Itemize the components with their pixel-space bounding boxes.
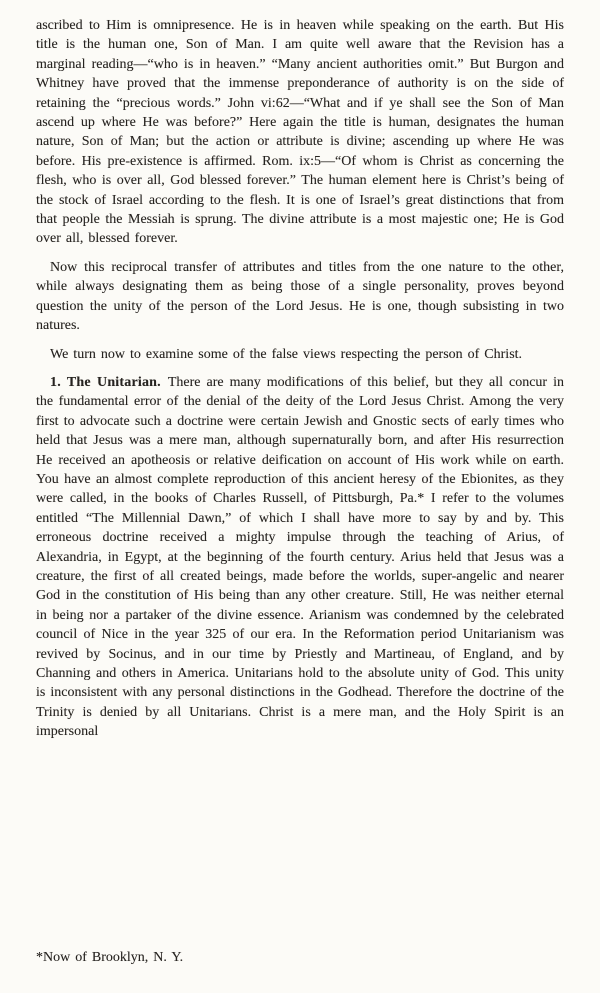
paragraph-text: There are many modifications of this belief, but they all concur in the fundamental error of the denial of the deity of the Lord Jesus Christ. Among the very first to advocate such a doctrine were certain Jewish and Gnostic sects of early times who held that Jesus was a mere man, although supernaturally born, and after His resurrection He received an apotheosis or relative deification on account of His work while on earth. You have an almost complete reproduction of this ancient heresy of the Ebionites, as they were called, in the books of Charles Russell, of Pittsburgh, Pa.* I refer to the volumes entitled “The Millennial Dawn,” of which I shall have more to say by and by. This erroneous doctrine received a mighty impulse through the teaching of Arius, of Alexandria, in Egypt, at the beginning of the fourth century. Arius held that Jesus was a creature, the first of all created beings, made before the worlds, super-angelic and nearer God in the constitution of His being than any other creature. Still, He was neither eternal in being nor a partaker of the divine essence. Arianism was condemned by the celebrated council of Nice in the year 325 of our era. In the Reformation period Unitarianism was revived by Socinus, and in our time by Priestly and Martineau, of England, and by Channing and others in America. Unitarians hold to the absolute unity of God. This unity is inconsistent with any personal distinctions in the Godhead. Therefore the doctrine of the Trinity is denied by all Unitarians. Christ is a mere man, and the Holy Spirit is an impersonal bbox=[36, 374, 564, 740]
whitespace-spacer bbox=[36, 751, 564, 948]
section-heading: 1. The Unitarian. bbox=[50, 374, 161, 390]
paragraph bbox=[36, 373, 564, 742]
paragraph: ascribed to Him is omnipresence. He is in heaven while speaking on the earth. But His title is the human one, Son of Man. I am quite well aware that the Revision has a marginal reading—“who is in heaven.” “Many ancient authorities omit.” But Burgon and Whitney have proved that the immense preponderance of authority is on the side of retaining the “precious words.” John vi:62—“What and if ye shall see the Son of Man ascend up where He was before?” Here again the title is human, designates the human nature, Son of Man; but the action or attribute is divine; ascending up where He was before. His pre-existence is affirmed. Rom. ix:5—“Of whom is Christ as concerning the flesh, who is over all, God blessed forever.” The human element here is Christ’s being of the stock of Israel according to the flesh. It is one of Israel’s great distinctions that from that people the Messiah is sprung. The divine attribute is a most majestic one; He is God over all, blessed forever. bbox=[36, 18, 564, 247]
paragraph: We turn now to examine some of the false views respecting the person of Christ. bbox=[50, 346, 523, 362]
paragraph: Now this reciprocal transfer of attributes and titles from the one nature to the other, while always designating them as being those of a single personality, proves beyond question the unity of the person of the Lord Jesus. He is one, though subsisting in two natures. bbox=[36, 259, 564, 334]
footnote: *Now of Brooklyn, N. Y. bbox=[36, 949, 184, 965]
